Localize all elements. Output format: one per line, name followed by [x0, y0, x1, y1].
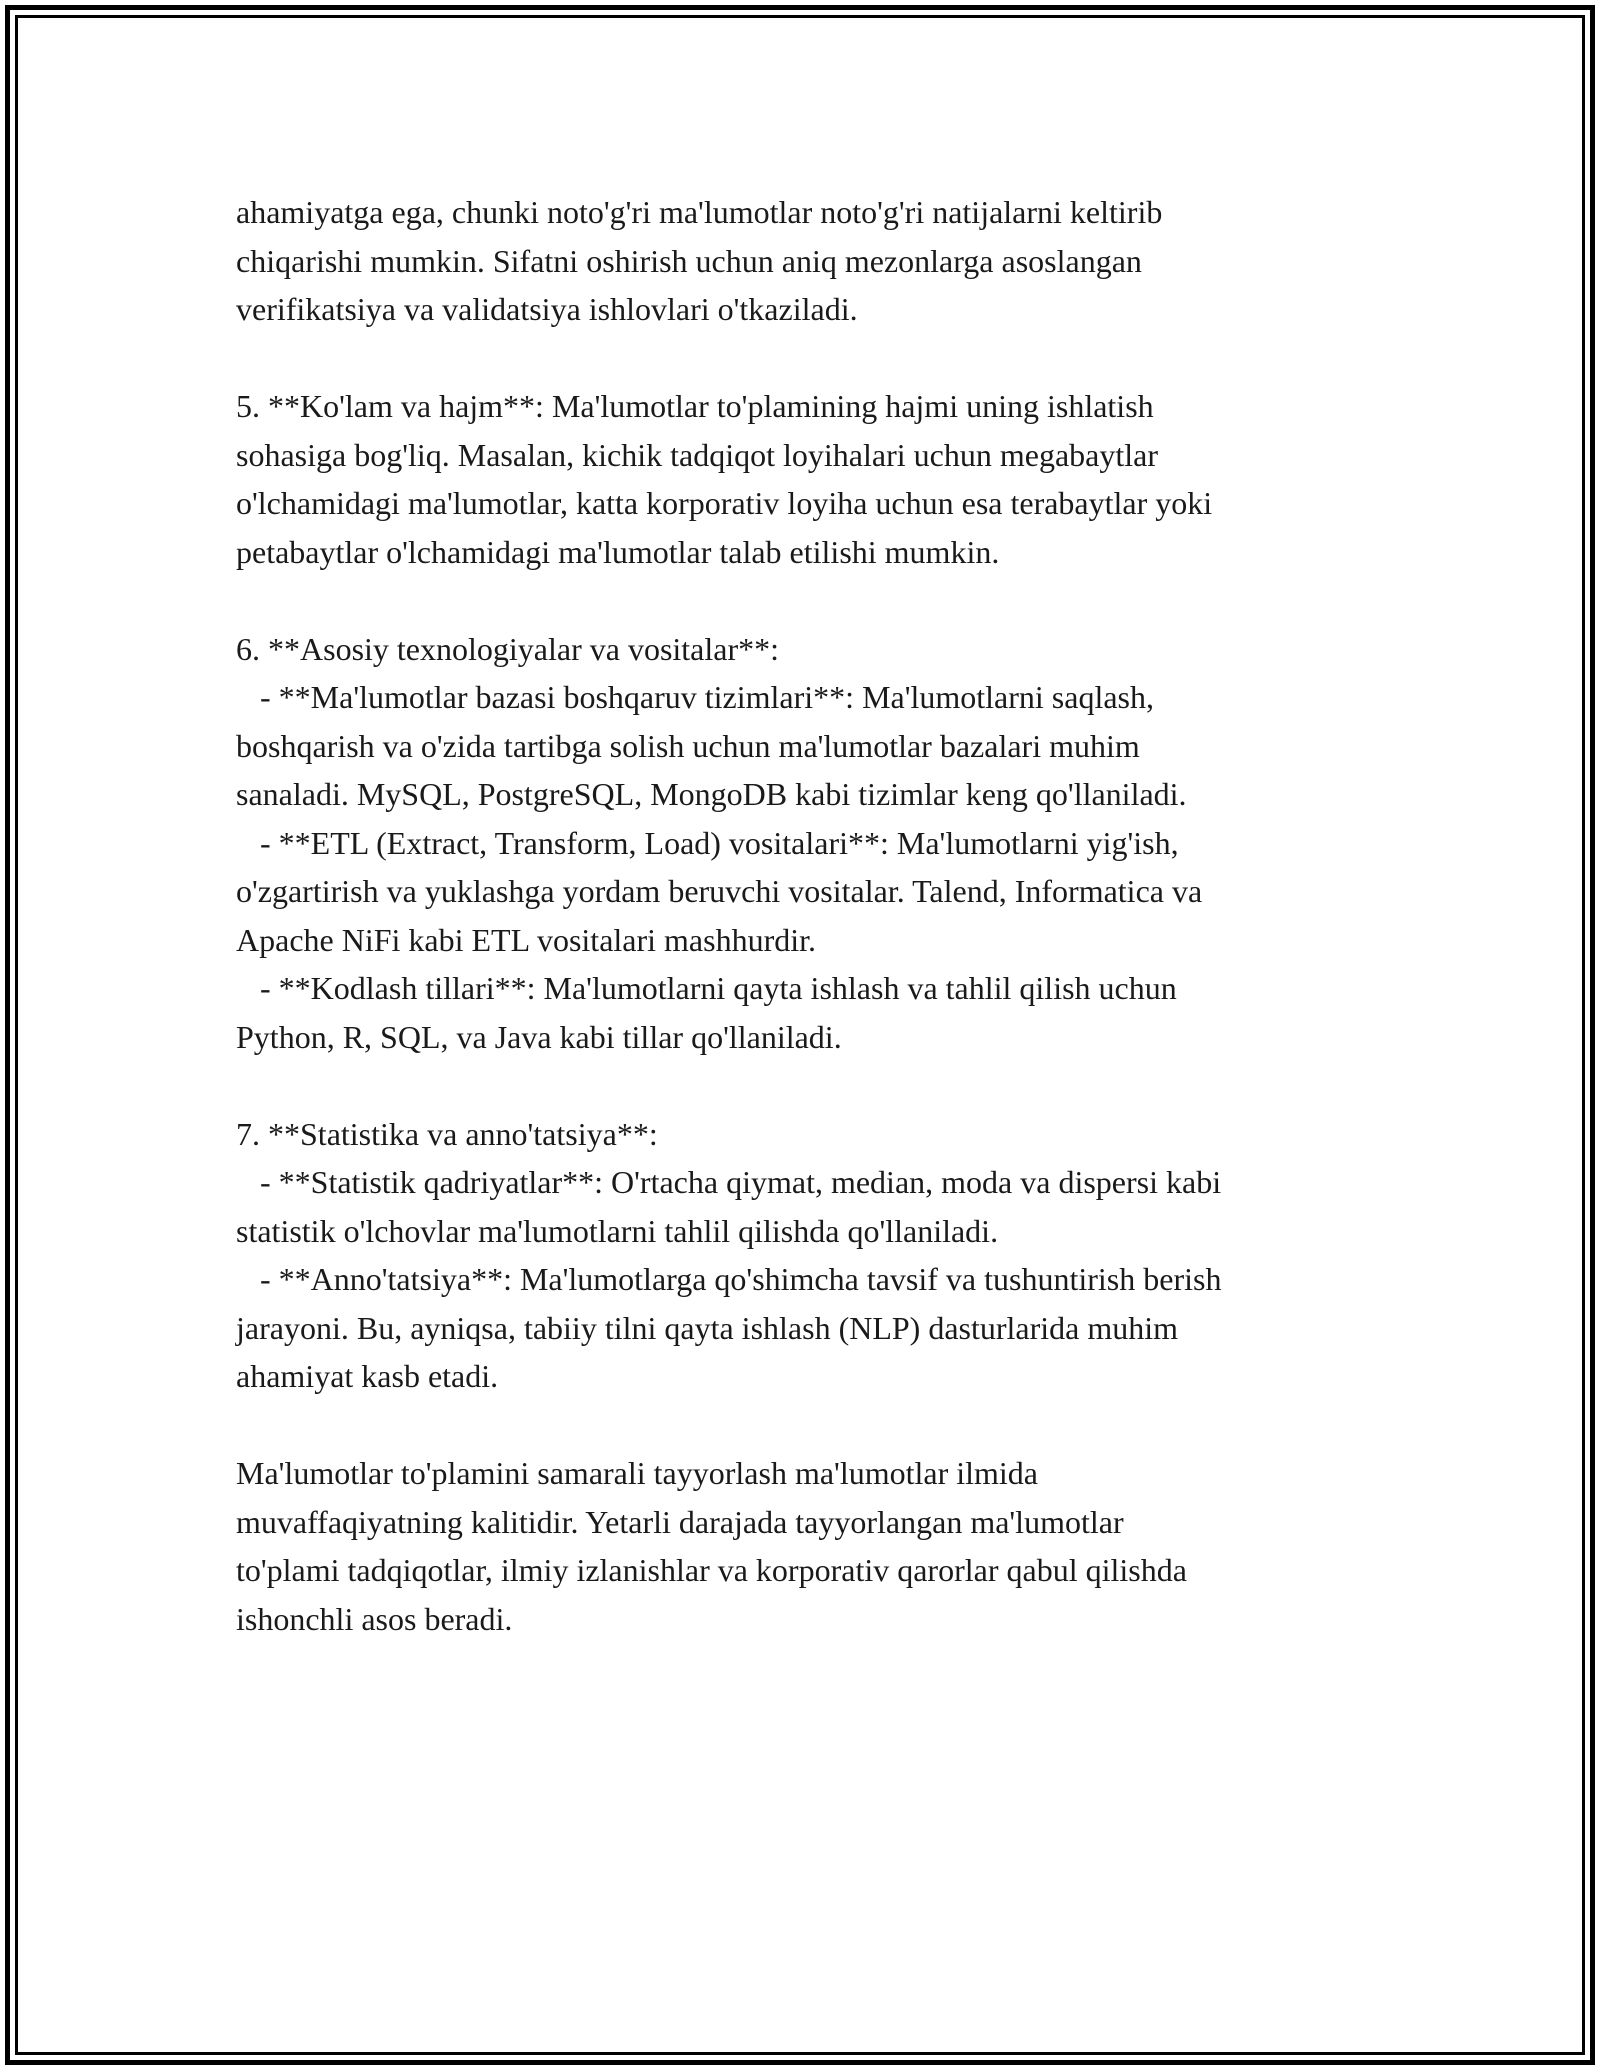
- text-line: 5. **Ko'lam va hajm**: Ma'lumotlar to'plamining hajmi uning ishlatish: [236, 388, 1154, 424]
- paragraph-technologies: [236, 625, 1396, 1062]
- document-body: [236, 188, 1396, 1692]
- text-line: 7. **Statistika va anno'tatsiya**:: [236, 1115, 658, 1152]
- text-line: 6. **Asosiy texnologiyalar va vositalar**:: [236, 630, 780, 667]
- text-line: statistik o'lchovlar ma'lumotlarni tahlil qilishda qo'llaniladi.: [236, 1212, 999, 1249]
- text-line: chiqarishi mumkin. Sifatni oshirish uchun aniq mezonlarga asoslangan: [236, 242, 1142, 279]
- text-line: sanaladi. MySQL, PostgreSQL, MongoDB kabi tizimlar keng qo'llaniladi.: [236, 776, 1187, 812]
- paragraph-conclusion: [236, 1449, 1396, 1643]
- text-line: ishonchli asos beradi.: [236, 1600, 513, 1637]
- paragraph-statistics: [236, 1110, 1396, 1401]
- text-line: o'zgartirish va yuklashga yordam beruvchi vositalar. Talend, Informatica va: [236, 873, 1203, 909]
- text-line: - **ETL (Extract, Transform, Load) vositalari**: Ma'lumotlarni yig'ish,: [236, 824, 1179, 861]
- text-line: muvaffaqiyatning kalitidir. Yetarli darajada tayyorlangan ma'lumotlar: [236, 1503, 1124, 1540]
- text-line: ahamiyatga ega, chunki noto'g'ri ma'lumotlar noto'g'ri natijalarni keltirib: [236, 194, 1163, 230]
- text-line: boshqarish va o'zida tartibga solish uchun ma'lumotlar bazalari muhim: [236, 727, 1140, 764]
- text-line: sohasiga bog'liq. Masalan, kichik tadqiqot loyihalari uchun megabaytlar: [236, 436, 1158, 473]
- text-line: Python, R, SQL, va Java kabi tillar qo'llaniladi.: [236, 1018, 842, 1055]
- text-line: - **Ma'lumotlar bazasi boshqaruv tizimlari**: Ma'lumotlarni saqlash,: [236, 679, 1154, 715]
- text-line: Apache NiFi kabi ETL vositalari mashhurdir.: [236, 921, 817, 958]
- text-line: - **Anno'tatsiya**: Ma'lumotlarga qo'shimcha tavsif va tushuntirish berish: [236, 1261, 1222, 1297]
- text-line: jarayoni. Bu, ayniqsa, tabiiy tilni qayta ishlash (NLP) dasturlarida muhim: [236, 1309, 1179, 1346]
- text-line: - **Kodlash tillari**: Ma'lumotlarni qayta ishlash va tahlil qilish uchun: [236, 970, 1177, 1006]
- text-line: ahamiyat kasb etadi.: [236, 1358, 499, 1394]
- text-line: o'lchamidagi ma'lumotlar, katta korporativ loyiha uchun esa terabaytlar yoki: [236, 485, 1213, 521]
- text-line: petabaytlar o'lchamidagi ma'lumotlar talab etilishi mumkin.: [236, 533, 1000, 570]
- text-line: verifikatsiya va validatsiya ishlovlari o'tkaziladi.: [236, 291, 858, 327]
- text-line: Ma'lumotlar to'plamini samarali tayyorlash ma'lumotlar ilmida: [236, 1455, 1038, 1491]
- text-line: - **Statistik qadriyatlar**: O'rtacha qiymat, median, moda va dispersi kabi: [236, 1164, 1222, 1200]
- paragraph-quality: [236, 188, 1396, 334]
- paragraph-scale-volume: [236, 382, 1396, 576]
- text-line: to'plami tadqiqotlar, ilmiy izlanishlar va korporativ qarorlar qabul qilishda: [236, 1552, 1187, 1588]
